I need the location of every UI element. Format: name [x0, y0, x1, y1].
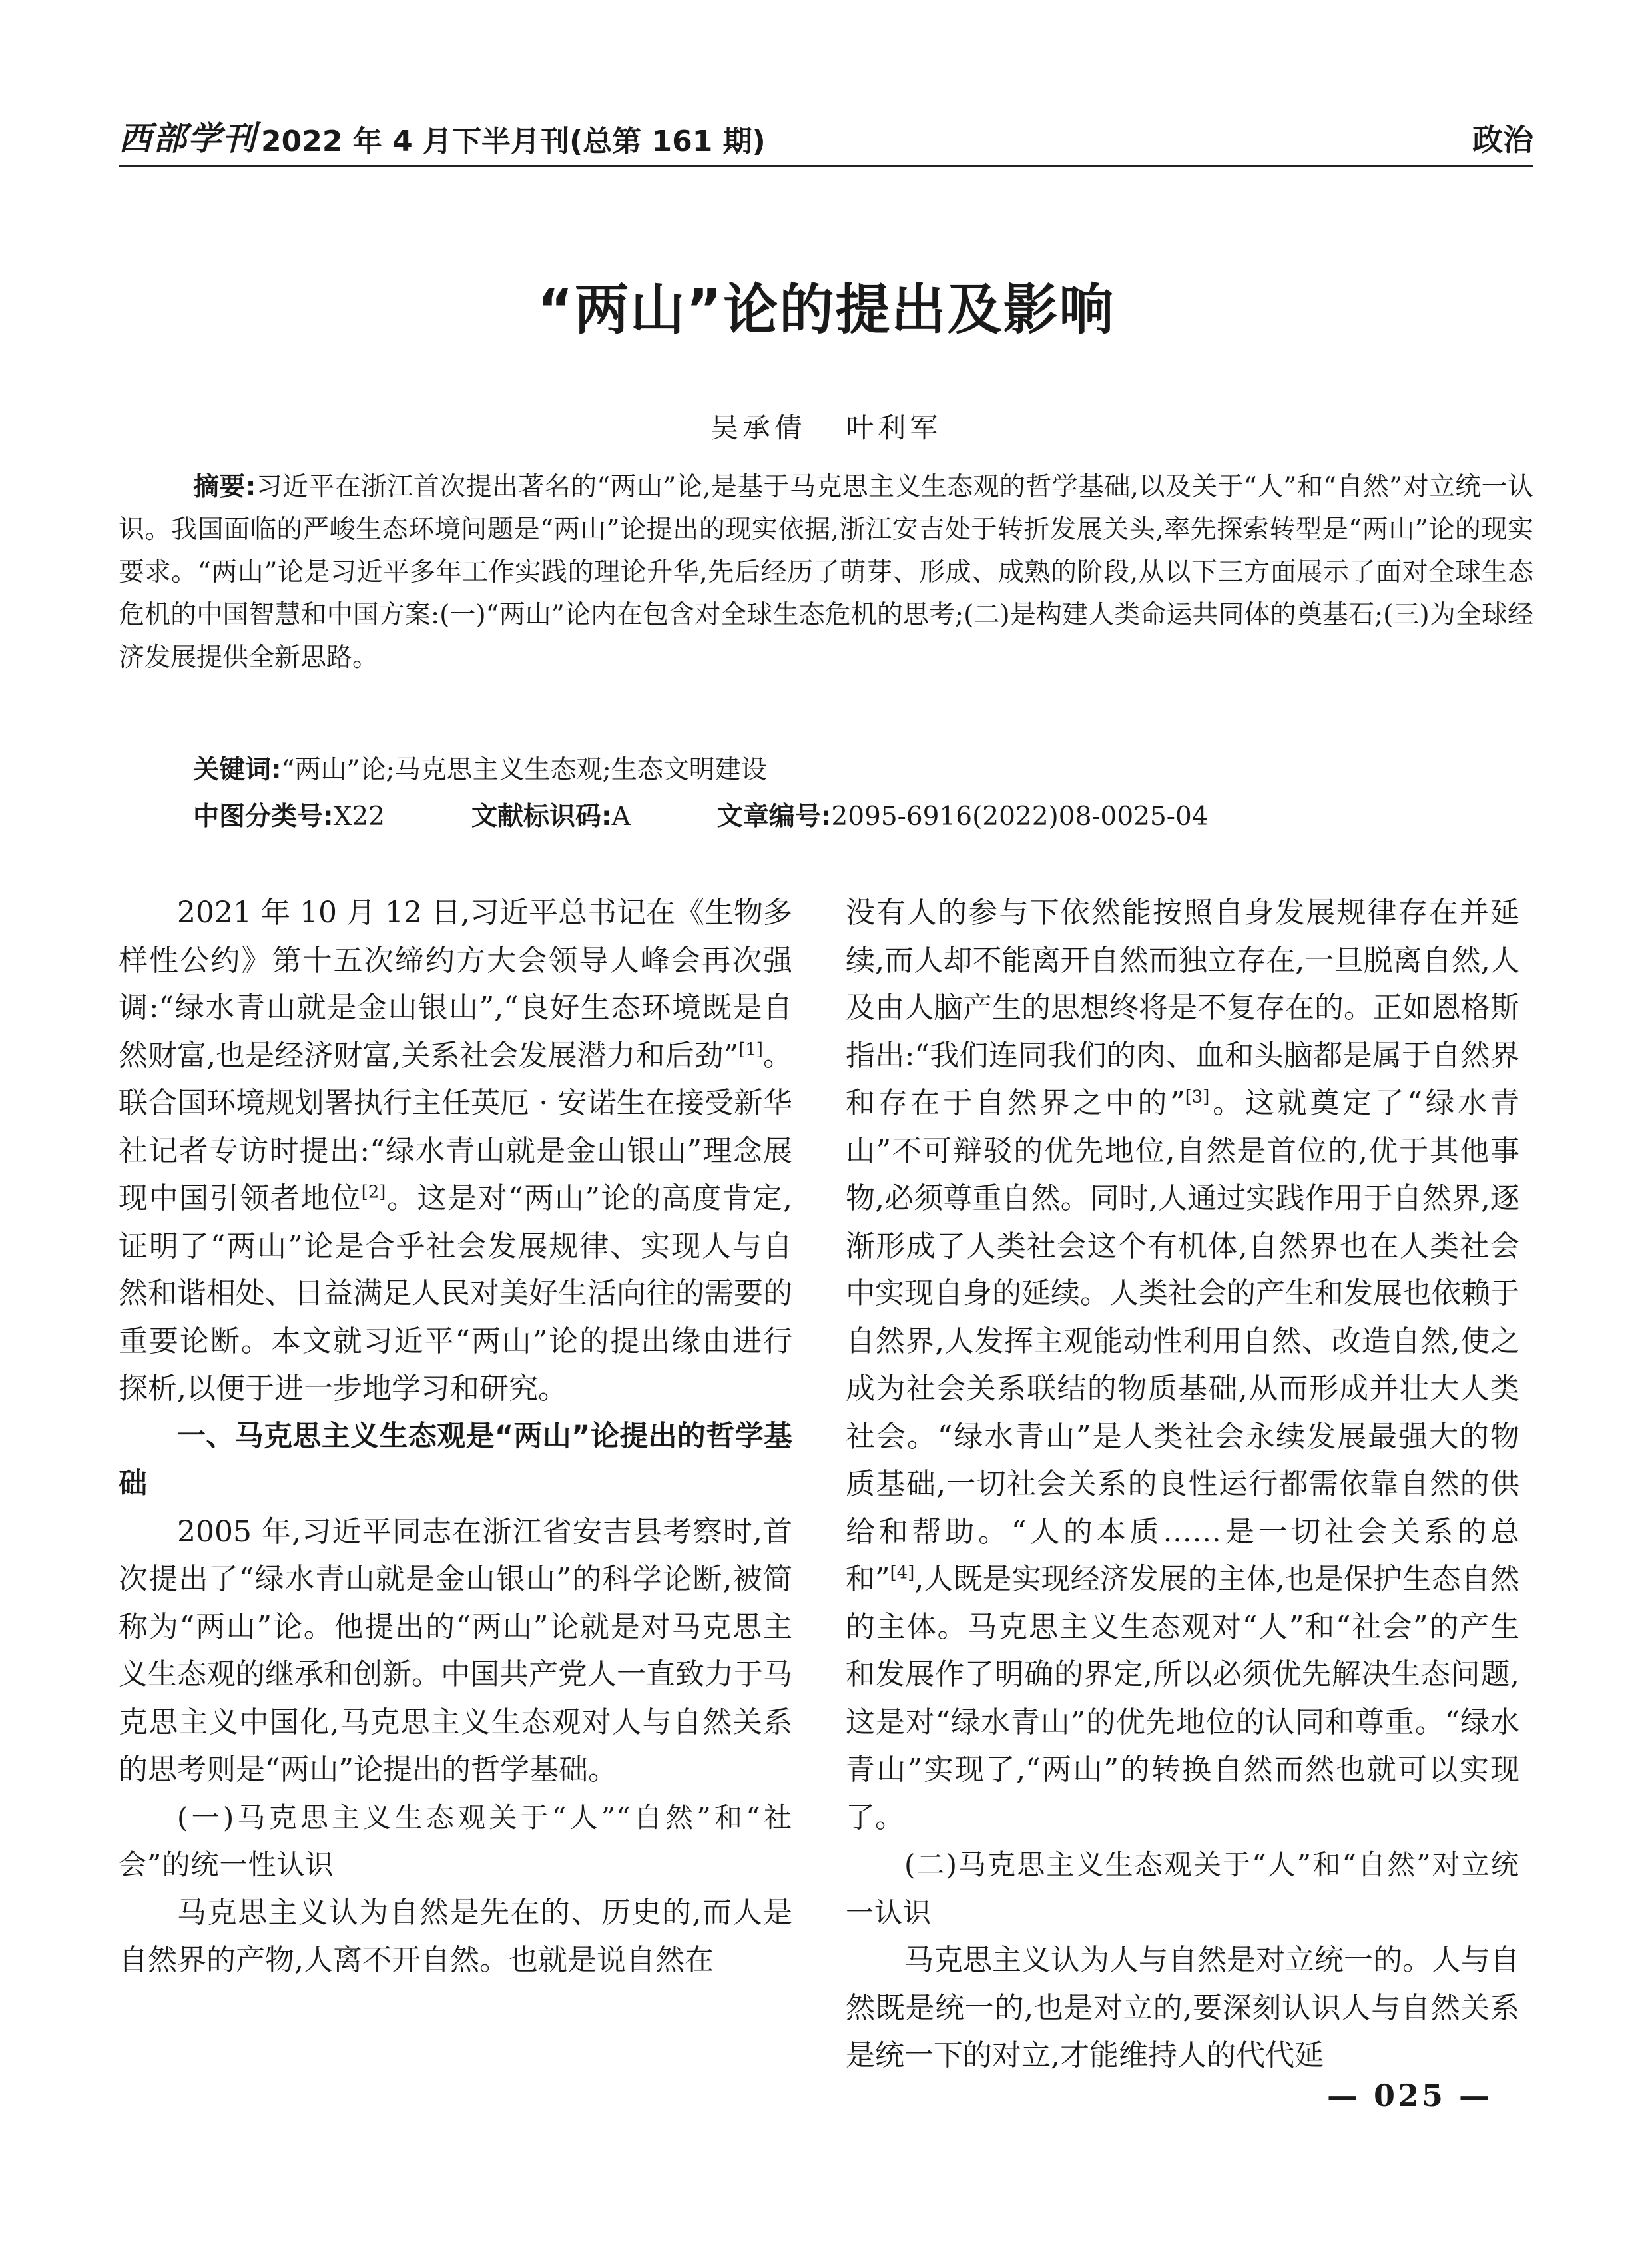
keywords-label: 关键词:: [193, 755, 282, 785]
paragraph: [119, 889, 792, 1413]
issue-info: 2022 年 4 月下半月刊(总第 161 期): [261, 125, 766, 158]
doc-label: 文献标识码:: [471, 802, 612, 832]
page-number: — 025 —: [1326, 2078, 1492, 2113]
clc-label: 中图分类号:: [193, 802, 334, 832]
running-header: [119, 112, 1533, 160]
doc-value: A: [611, 802, 631, 832]
abstract-label: 摘要:: [193, 472, 256, 502]
paragraph: 马克思主义认为人与自然是对立统一的。人与自然既是统一的,也是对立的,要深刻认识人与自然关系是统一下的对立,才能维持人的代代延: [846, 1943, 1519, 2072]
article-value: 2095-6916(2022)08-0025-04: [831, 802, 1209, 832]
text-run: 2021 年 10 月 12 日,习近平总书记在《生物多样性公约》第十五次缔约方大会领导人峰会再次强调:“绿水青山就是金山银山”,“良好生态环境既是自然财富,也是经济财富,关系社会发展潜力和后劲”: [119, 896, 792, 1073]
citation-ref: [2]: [361, 1182, 386, 1203]
header-left: [119, 112, 766, 160]
left-column: [119, 889, 792, 1984]
journal-logo: 西部学刊: [119, 119, 257, 158]
authors: 吴承倩 叶利军: [710, 412, 942, 444]
article-title: “两山”论的提出及影响: [537, 278, 1115, 342]
paragraph: [846, 889, 1519, 1841]
clc-number: [193, 796, 385, 838]
text-run: 。这就奠定了“绿水青山”不可辩驳的优先地位,自然是首位的,优于其他事物,必须尊重自然。同时,人通过实践作用于自然界,逐渐形成了人类社会这个有机体,自然界也在人类社会中实现自身的延续。人类社会的产生和发展也依赖于自然界,人发挥主观能动性利用自然、改造自然,使之成为社会关系联结的物质基础,从而形成并壮大人类社会。“绿水青山”是人类社会永续发展最强大的物质基础,一切社会关系的良性运行都需依靠自然的供给和帮助。“人的本质……是一切社会关系的总和”: [846, 1086, 1519, 1596]
document-code: [471, 796, 631, 838]
text-run: ,人既是实现经济发展的主体,也是保护生态自然的主体。马克思主义生态观对“人”和“社会”的产生和发展作了明确的界定,所以必须优先解决生态问题,这是对“绿水青山”的优先地位的认同和尊重。“绿水青山”实现了,“两山”的转换自然而然也就可以实现了。: [846, 1562, 1519, 1834]
abstract: [119, 466, 1533, 679]
keywords-text: “两山”论;马克思主义生态观;生态文明建设: [281, 755, 767, 785]
text-run: 没有人的参与下依然能按照自身发展规律存在并延续,而人却不能离开自然而独立存在,一旦脱离自然,人及由人脑产生的思想终将是不复存在的。正如恩格斯指出:“我们连同我们的肉、血和头脑都是属于自然界和存在于自然界之中的”: [846, 896, 1519, 1120]
citation-ref: [1]: [738, 1039, 763, 1059]
right-column: [846, 889, 1519, 2080]
header-rule: [119, 165, 1533, 167]
section-tag: 政治: [1472, 122, 1533, 158]
citation-ref: [4]: [890, 1563, 915, 1583]
text-run: 。这是对“两山”论的高度肯定,证明了“两山”论是合乎社会发展规律、实现人与自然和谐相处、日益满足人民对美好生活向往的需要的重要论断。本文就习近平“两山”论的提出缘由进行探析,以便于进一步地学习和研究。: [119, 1181, 793, 1406]
citation-ref: [3]: [1185, 1087, 1210, 1107]
abstract-text: 习近平在浙江首次提出著名的“两山”论,是基于马克思主义生态观的哲学基础,以及关于“人”和“自然”对立统一认识。我国面临的严峻生态环境问题是“两山”论提出的现实依据,浙江安吉处于转折发展关头,率先探索转型是“两山”论的现实要求。“两山”论是习近平多年工作实践的理论升华,先后经历了萌芽、形成、成熟的阶段,从以下三方面展示了面对全球生态危机的中国智慧和中国方案:(一)“两山”论内在包含对全球生态危机的思考;(二)是构建人类命运共同体的奠基石;(三)为全球经济发展提供全新思路。: [119, 472, 1533, 673]
article-number: [717, 796, 1209, 838]
classification-row: [193, 796, 1533, 838]
text-run: 。联合国环境规划署执行主任英厄 · 安诺生在接受新华社记者专访时提出:“绿水青山就是金山银山”理念展现中国引领者地位: [119, 1038, 792, 1215]
paragraph: 马克思主义认为自然是先在的、历史的,而人是自然界的产物,人离不开自然。也就是说自然在: [119, 1895, 792, 1977]
subsection-heading-2: (二)马克思主义生态观关于“人”和“自然”对立统一认识: [846, 1848, 1519, 1929]
section-heading-1: 一、马克思主义生态观是“两山”论提出的哲学基础: [119, 1419, 792, 1500]
article-label: 文章编号:: [716, 802, 832, 832]
subsection-heading-1: (一)马克思主义生态观关于“人”“自然”和“社会”的统一性认识: [119, 1801, 792, 1881]
clc-value: X22: [333, 802, 385, 832]
paragraph: 2005 年,习近平同志在浙江省安吉县考察时,首次提出了“绿水青山就是金山银山”的科学论断,被简称为“两山”论。他提出的“两山”论就是对马克思主义生态观的继承和创新。中国共产党人一直致力于马克思主义中国化,马克思主义生态观对人与自然关系的思考则是“两山”论提出的哲学基础。: [119, 1514, 792, 1787]
keywords: [193, 749, 1533, 792]
